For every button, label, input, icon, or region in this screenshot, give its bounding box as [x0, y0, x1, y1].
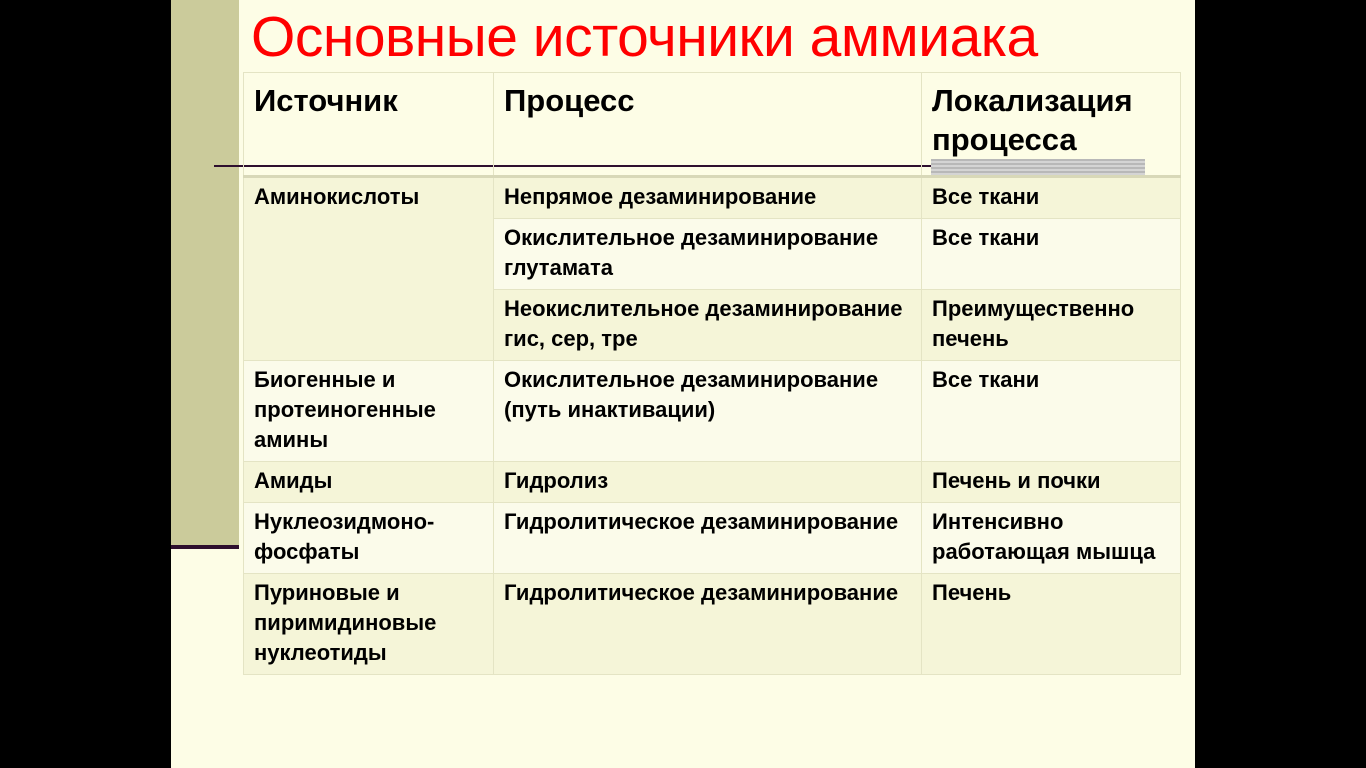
header-source: Источник: [244, 73, 494, 177]
cell-source: Аминокислоты: [244, 177, 494, 361]
table-row: [244, 462, 1181, 503]
cell-location: Печень: [922, 574, 1181, 675]
cell-location: Все ткани: [922, 177, 1181, 219]
cell-process: Гидролитическое дезаминирование: [494, 503, 922, 574]
header-location: Локализация процесса: [922, 73, 1181, 177]
cell-location: Преимущественно печень: [922, 290, 1181, 361]
cell-location: Все ткани: [922, 361, 1181, 462]
cell-process: Окислительное дезаминирование глутамата: [494, 219, 922, 290]
cell-source: Амиды: [244, 462, 494, 503]
table-row: [244, 503, 1181, 574]
slide-title: Основные источники аммиака: [251, 5, 1038, 69]
cell-location: Интенсивно работающая мышца: [922, 503, 1181, 574]
side-decoration-bar: [171, 0, 239, 545]
cell-process: Гидролитическое дезаминирование: [494, 574, 922, 675]
cell-source: Пуриновые и пиримидиновые нуклеотиды: [244, 574, 494, 675]
table-row: [244, 361, 1181, 462]
ammonia-sources-table: [243, 72, 1181, 675]
cell-process: Окислительное дезаминирование (путь инактивации): [494, 361, 922, 462]
cell-source: Биогенные и протеиногенные амины: [244, 361, 494, 462]
cell-location: Все ткани: [922, 219, 1181, 290]
cell-process: Гидролиз: [494, 462, 922, 503]
header-process: Процесс: [494, 73, 922, 177]
cell-location: Печень и почки: [922, 462, 1181, 503]
cell-source: Нуклеозидмоно-фосфаты: [244, 503, 494, 574]
table-row: [244, 177, 1181, 219]
cell-process: Непрямое дезаминирование: [494, 177, 922, 219]
side-decoration-line: [171, 545, 239, 549]
table-row: [244, 574, 1181, 675]
cell-process: Неокислительное дезаминирование гис, сер, тре: [494, 290, 922, 361]
slide: [171, 0, 1195, 768]
table-header-row: [244, 73, 1181, 177]
